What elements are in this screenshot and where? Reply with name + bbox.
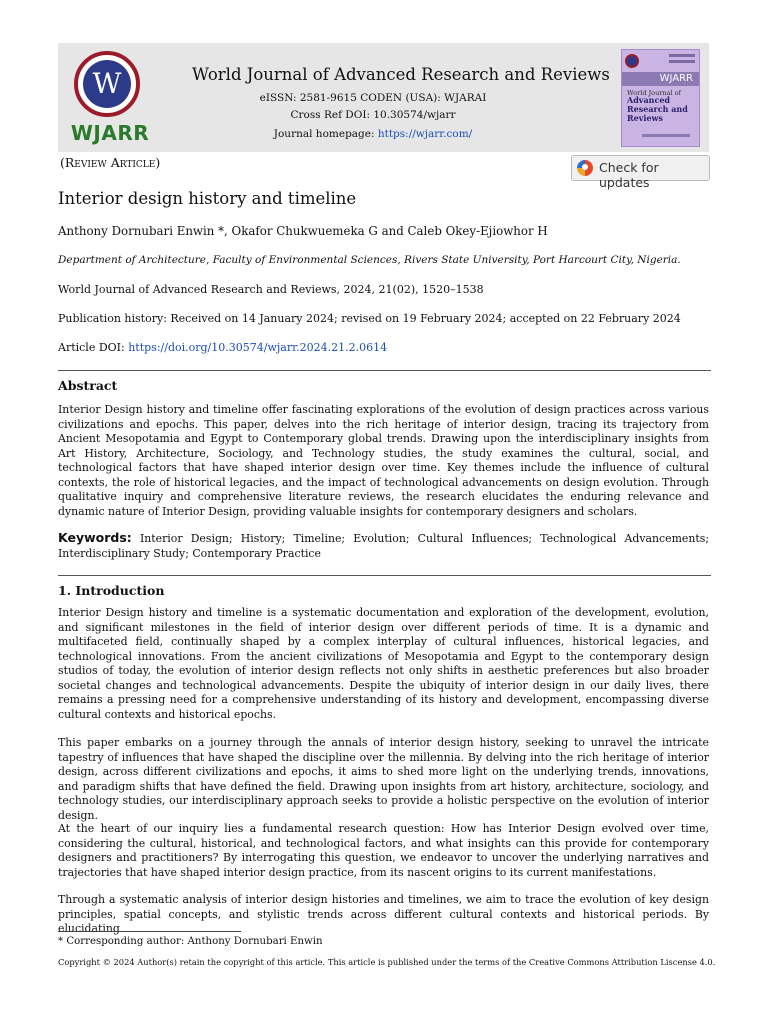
- divider: [58, 370, 711, 371]
- abstract-text: Interior Design history and timeline offer fascinating explorations of the evolution of design practices across various civilizations and epochs. This paper, delves into the rich heritage of interior design, tracing its trajectory from Ancient Mesopotamia and Egypt to Contemporary global trends. Drawing upon the interdisciplinary insights from Art History, Architecture, Sociology, and Technology studies, the study examines the cultural, social, and technological factors that have shaped interior design over time. Key themes include the influence of cultural contexts, the role of historical legacies, and the impact of technological advancements on design evolution. Through qualitative inquiry and comprehensive literature reviews, the research elucidates the enduring relevance and dynamic nature of Interior Design, providing valuable insights for contemporary designers and scholars.: [58, 403, 709, 518]
- authors: Anthony Dornubari Enwin *, Okafor Chukwuemeka G and Caleb Okey-Ejiowhor H: [58, 224, 548, 238]
- cover-decoration: [642, 134, 690, 137]
- article-doi: [58, 341, 387, 354]
- introduction-heading: 1. Introduction: [58, 583, 165, 598]
- doi-label: Article DOI:: [58, 341, 129, 354]
- homepage-line: [58, 128, 568, 140]
- intro-paragraph: At the heart of our inquiry lies a fundamental research question: How has Interior Design evolved over time, considering the cultural, historical, and technological factors, and what insights can this provide for contemporary designers and practitioners? By interrogating this question, we endeavor to uncover the underlying narratives and trajectories that have shaped interior design practice, from its nascent origins to its current manifestations.: [58, 822, 709, 879]
- footnote-divider: [58, 931, 241, 932]
- cover-abbrev: WJARR: [659, 73, 693, 84]
- logo-ring: [74, 51, 140, 117]
- publication-history: Publication history: Received on 14 January 2024; revised on 19 February 2024; accepted on 22 February 2024: [58, 312, 681, 325]
- citation: World Journal of Advanced Research and Reviews, 2024, 21(02), 1520–1538: [58, 283, 484, 296]
- divider: [58, 575, 711, 576]
- crossmark-icon: [577, 160, 593, 176]
- article-title: Interior design history and timeline: [58, 189, 357, 208]
- check-for-updates-label: Check for updates: [599, 160, 659, 190]
- journal-cover-thumbnail: [621, 49, 700, 147]
- copyright-notice: Copyright © 2024 Author(s) retain the copyright of this article. This article is published under the terms of the Creative Commons Attribution Liscense 4.0.: [58, 957, 716, 967]
- issn-line: eISSN: 2581-9615 CODEN (USA): WJARAI: [259, 92, 487, 104]
- intro-paragraph: Through a systematic analysis of interior design histories and timelines, we aim to trace the evolution of key design principles, spatial concepts, and stylistic trends across different cultural contexts and historical periods. By elucidating: [58, 893, 709, 935]
- crossref-line: Cross Ref DOI: 10.30574/wjarr: [290, 109, 456, 121]
- intro-paragraph: This paper embarks on a journey through the annals of interior design history, seeking to unravel the intricate tapestry of influences that have shaped the discipline over the millennia. By delving into the rich heritage of interior design, across different civilizations and epochs, it aims to shed more light on the underlying trends, innovations, and paradigm shifts that have defined the field. Drawing upon insights from art history, architecture, sociology, and technology studies, our interdisciplinary approach seeks to provide a holistic perspective on the evolution of interior design.: [58, 736, 709, 822]
- affiliation: Department of Architecture, Faculty of Environmental Sciences, Rivers State University, Port Harcourt City, Nigeria.: [58, 254, 681, 266]
- homepage-label: Journal homepage:: [273, 128, 378, 140]
- article-type: (Review Article): [60, 155, 161, 170]
- cover-decoration: [669, 60, 695, 63]
- journal-name: World Journal of Advanced Research and Reviews: [192, 65, 610, 84]
- keywords: [58, 530, 709, 561]
- abstract-heading: Abstract: [58, 378, 118, 393]
- journal-header: [58, 43, 709, 152]
- intro-paragraph: Interior Design history and timeline is a systematic documentation and exploration of the development, evolution, and significant milestones in the field of interior design over different periods of time. It is a dynamic and multifaceted field, continually shaped by a complex interplay of cultural influences, historical legacies, and technological innovations. From the ancient civilizations of Mesopotamia and Egypt to the contemporary design studios of today, the evolution of interior design reflects not only shifts in aesthetic preferences but also broader societal changes and technological advancements. Despite the ubiquity of interior design in our daily lives, there remains a pressing need for a comprehensive understanding of its history and development, encompassing diverse cultural contexts and historical epochs.: [58, 606, 709, 721]
- corresponding-author-footnote: * Corresponding author: Anthony Dornubari Enwin: [58, 936, 323, 947]
- cover-logo-icon: [625, 54, 639, 68]
- homepage-link[interactable]: https://wjarr.com/: [377, 128, 473, 140]
- cover-title: Advanced Research and Reviews: [627, 95, 688, 123]
- check-for-updates-button[interactable]: [571, 155, 710, 190]
- logo-text: WJARR: [70, 121, 150, 145]
- cover-subtitle: World Journal of: [627, 89, 681, 97]
- keywords-label: Keywords:: [58, 530, 132, 545]
- keywords-text: Interior Design; History; Timeline; Evolution; Cultural Influences; Technological Advancements; Interdisciplinary Study; Contemporary Practice: [58, 532, 709, 560]
- doi-link[interactable]: https://doi.org/10.30574/wjarr.2024.21.2.0614: [128, 341, 388, 354]
- cover-decoration: [669, 54, 695, 57]
- logo-letter: W: [83, 60, 131, 108]
